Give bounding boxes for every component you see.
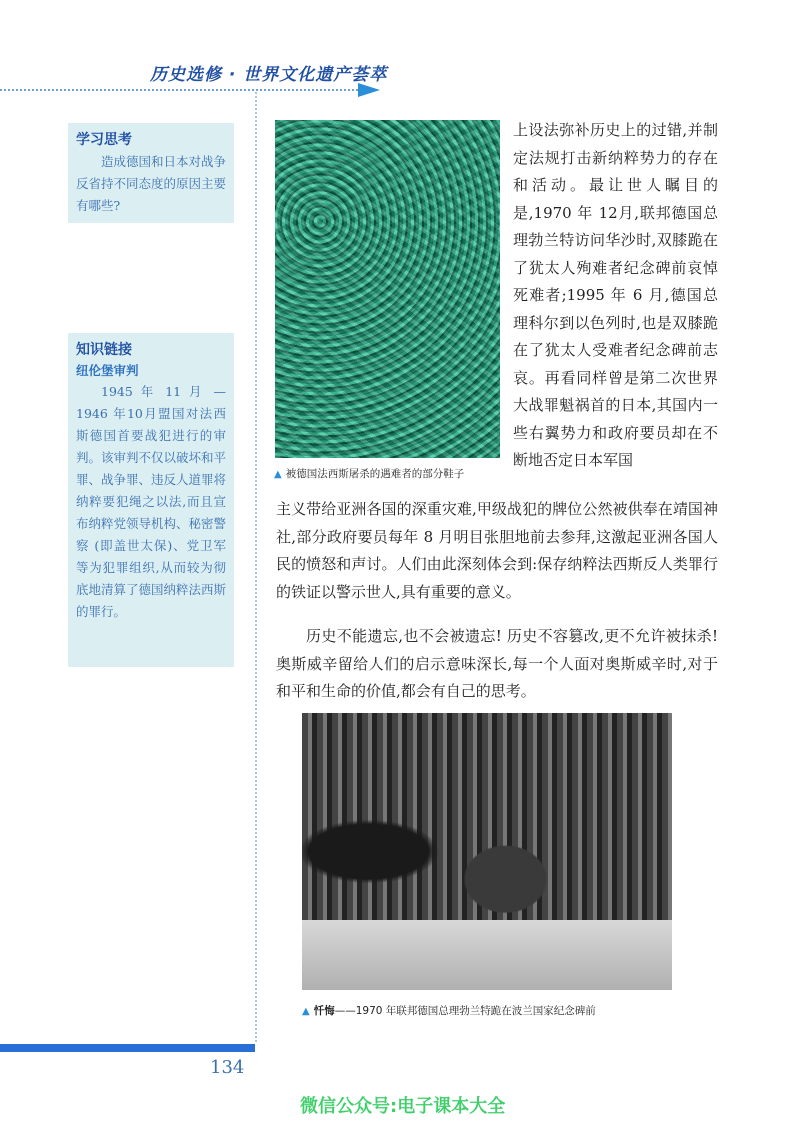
caption-triangle-icon: ▲ [274, 469, 282, 480]
caption-triangle-icon: ▲ [302, 1006, 310, 1017]
kneel-caption [302, 1003, 596, 1018]
shoes-photo [275, 120, 500, 458]
knowledge-link-subtitle: 纽伦堡审判 [76, 363, 139, 378]
footer-bar [0, 1044, 255, 1052]
header-title: 历史选修 · 世界文化遗产荟萃 [150, 65, 388, 85]
study-think-title: 学习思考 [76, 132, 132, 148]
page-number: 134 [210, 1057, 245, 1078]
study-think-text: 造成德国和日本对战争反省持不同态度的原因主要有哪些? [76, 154, 227, 213]
kneel-caption-text: ——1970 年联邦德国总理勃兰特跪在波兰国家纪念碑前 [334, 1005, 596, 1017]
study-think-box [68, 123, 234, 223]
column-divider [255, 92, 257, 1042]
body-paragraph-1-narrow: 上设法弥补历史上的过错,并制定法规打击新纳粹势力的存在和活动。最让世人瞩目的是,1970 年 12月,联邦德国总理勃兰特访问华沙时,双膝跪在了犹太人殉难者纪念碑前哀悼死难者;1995 年 6 月,德国总理科尔到以色列时,也是双膝跪在了犹太人受难者纪念碑前志哀。再看同样曾是第二次世界大战罪魁祸首的日本,其国内一些右翼势力和政府要员却在不断地否定日本军国 [513, 121, 718, 469]
watermark: 微信公众号:电子课本大全 [300, 1096, 506, 1117]
knowledge-link-box [68, 333, 234, 667]
header-divider [0, 89, 362, 91]
kneeling-photo [302, 713, 672, 990]
shoes-caption-text: 被德国法西斯屠杀的遇难者的部分鞋子 [285, 468, 465, 480]
kneel-caption-bold: 忏悔 [313, 1005, 335, 1017]
knowledge-link-title: 知识链接 [76, 342, 132, 358]
body-paragraph-2: 历史不能遗忘,也不会被遗忘! 历史不容篡改,更不允许被抹杀! 奥斯威辛留给人们的启示意味深长,每一个人面对奥斯威辛时,对于和平和生命的价值,都会有自己的思考。 [276, 627, 718, 700]
body-paragraph-1-wide: 主义带给亚洲各国的深重灾难,甲级战犯的牌位公然被供奉在靖国神社,部分政府要员每年 8 月明目张胆地前去参拜,这激起亚洲各国人民的愤怒和声讨。人们由此深刻体会到:保存纳粹法西斯反人类罪行的铁证以警示世人,具有重要的意义。 [276, 500, 718, 601]
header-arrow-icon [358, 83, 380, 97]
knowledge-link-text: 1945 年 11 月 —1946 年10月盟国对法西斯德国首要战犯进行的审判。该审判不仅以破坏和平罪、战争罪、违反人道罪将纳粹要犯绳之以法,而且宣布纳粹党领导机构、秘密警察 (即盖世太保)、党卫军等为犯罪组织,从而较为彻底地清算了德国纳粹法西斯的罪行。 [76, 384, 227, 619]
shoes-caption [274, 466, 464, 481]
